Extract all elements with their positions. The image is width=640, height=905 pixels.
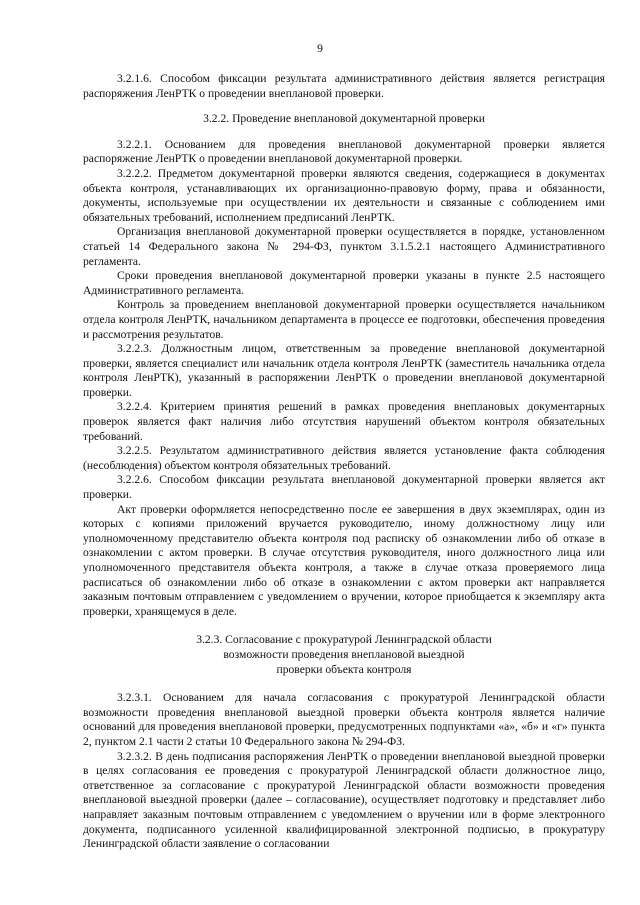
paragraph-inspection-act: Акт проверки оформляется непосредственно после ее завершения в двух экземплярах, один из которых с копиями приложений вручается руководителю, иному должностному лицу или уполномоченному представителю объекта контроля под расписку об ознакомлении либо об отказе в ознакомлении с актом проверки. В случае отсутствия руководителя, иного должностного лица или уполномоченного представителя объекта контроля, а также в случае отказа проверяемого лица расписаться об ознакомлении либо об отказе в ознакомлении с актом проверки акт направляется заказным почтовым отправлением с уведомлением о вручении, которое приобщается к экземпляру акта проверки, хранящемуся в деле. xyxy=(83,502,605,618)
paragraph-3-2-1-6: 3.2.1.6. Способом фиксации результата административного действия является регистрация распоряжения ЛенРТК о проведении внеплановой проверки. xyxy=(83,72,605,100)
paragraph-3-2-2-5: 3.2.2.5. Результатом административного действия является установление факта соблюдения (несоблюдения) объектом контроля обязательных требований. xyxy=(83,444,605,472)
paragraph-3-2-3-1: 3.2.3.1. Основанием для начала согласования с прокуратурой Ленинградской области возможности проведения внеплановой выездной проверки объекта контроля является наличие оснований для проведения внеплановой проверки, предусмотренных подпунктами «а», «б» и «г» пункта 2, пунктом 2.1 части 2 статьи 10 Федерального закона № 294-ФЗ. xyxy=(83,691,605,748)
paragraph-organization: Организация внеплановой документарной проверки осуществляется в порядке, установленном статьей 14 Федерального закона № 294-ФЗ, пунктом 3.1.5.2.1 настоящего Административного регламента. xyxy=(83,225,605,268)
paragraph-3-2-2-3: 3.2.2.3. Должностным лицом, ответственным за проведение внеплановой документарной проверки, является специалист или начальник отдела контроля ЛенРТК (заместитель начальника отдела контроля ЛенРТК), указанный в распоряжении ЛенРТК о проведении внеплановой документарной проверки. xyxy=(83,342,605,399)
paragraph-3-2-2-1: 3.2.2.1. Основанием для проведения внеплановой документарной проверки является распоряжение ЛенРТК о проведении внеплановой документарной проверки. xyxy=(83,137,605,166)
paragraph-terms: Сроки проведения внеплановой документарной проверки указаны в пункте 2.5 настоящего Административного регламента. xyxy=(83,269,605,297)
paragraph-3-2-2-2: 3.2.2.2. Предметом документарной проверки являются сведения, содержащиеся в документах объекта контроля, устанавливающих их организационно-правовую форму, права и обязанности, документы, используемые при осуществлении их деятельности и связанные с соблюдением ими обязательных требований, исполнением предписаний ЛенРТК. xyxy=(83,166,605,224)
heading-line-3: проверки объекта контроля xyxy=(276,662,412,676)
document-body xyxy=(83,72,605,852)
heading-line-1: 3.2.3. Согласование с прокуратурой Ленинградской области xyxy=(196,633,492,647)
page-number: 9 xyxy=(317,42,323,55)
heading-line-2: возможности проведения внеплановой выездной xyxy=(223,647,465,661)
paragraph-control: Контроль за проведением внеплановой документарной проверки осуществляется начальником отдела контроля ЛенРТК, начальником департамента в процессе ее подготовки, обеспечения проведения и рассмотрения результатов. xyxy=(83,298,605,341)
section-heading-3-2-2: 3.2.2. Проведение внеплановой документарной проверки xyxy=(203,112,485,126)
section-heading-3-2-3 xyxy=(83,633,605,677)
paragraph-3-2-2-6: 3.2.2.6. Способом фиксации результата внеплановой документарной проверки является акт проверки. xyxy=(83,473,605,502)
paragraph-3-2-3-2: 3.2.3.2. В день подписания распоряжения ЛенРТК о проведении внеплановой выездной проверки в целях согласования ее проведения с прокуратурой Ленинградской области должностное лицо, ответственное за согласование с прокуратурой Ленинградской области возможности проведения внеплановой выездной проверки (далее – согласование), осуществляет подготовку и представляет либо направляет заказным почтовым отправлением с уведомлением о вручении или в форме электронного документа, подписанного усиленной квалифицированной электронной подписью, в прокуратуру Ленинградской области заявление о согласовании xyxy=(83,749,605,851)
paragraph-3-2-2-4: 3.2.2.4. Критерием принятия решений в рамках проведения внеплановых документарных проверок является факт наличия либо отсутствия нарушений объектом контроля обязательных требований. xyxy=(83,400,605,443)
